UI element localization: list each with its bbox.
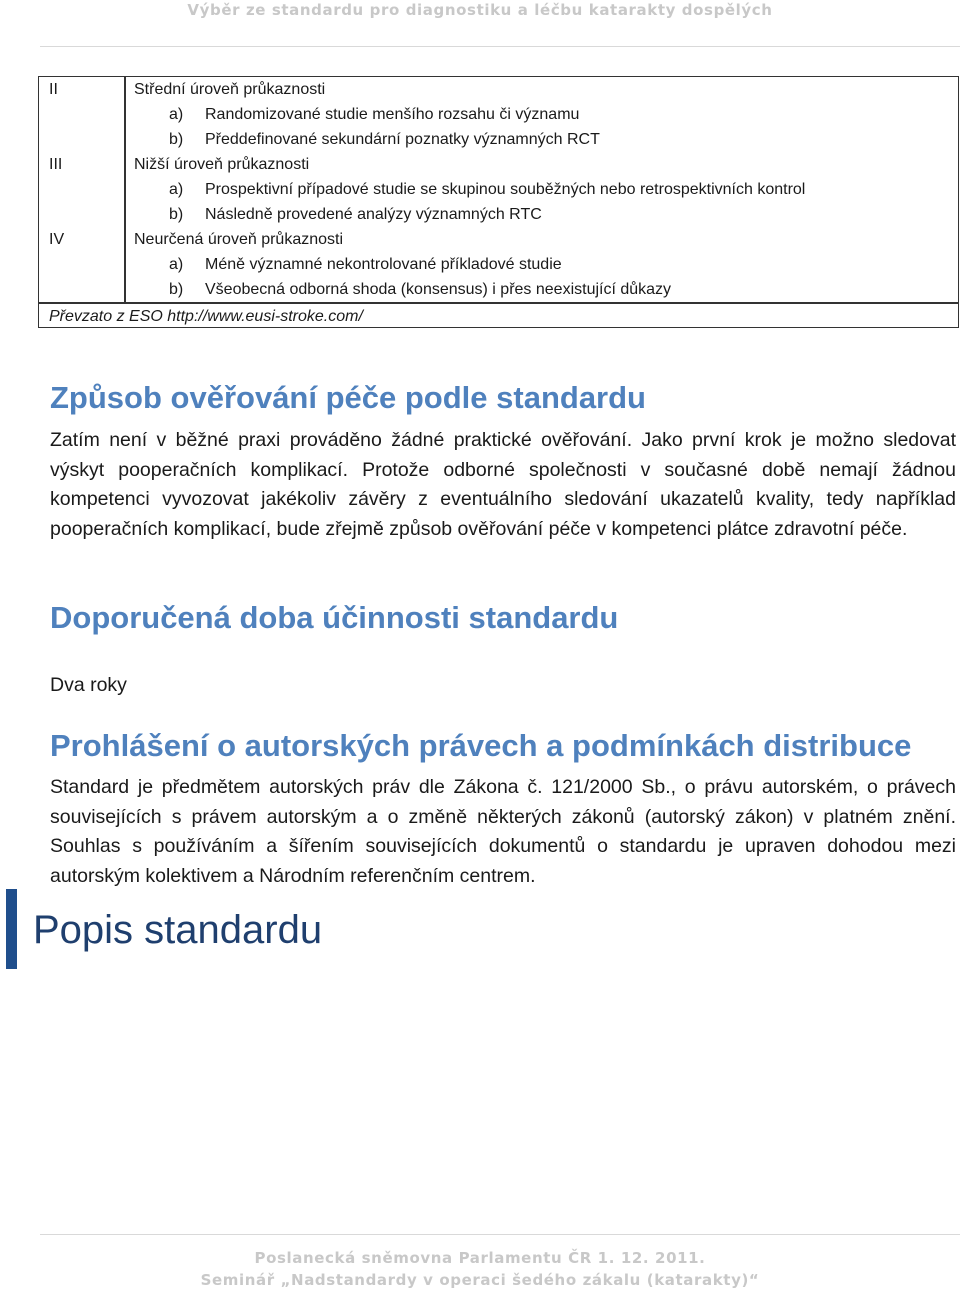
table-list-item bbox=[169, 130, 600, 150]
list-item-text: Všeobecná odborná shoda (konsensus) i přes neexistující důkazy bbox=[205, 281, 672, 298]
table-row-heading: Neurčená úroveň průkaznosti bbox=[134, 231, 344, 248]
list-item-letter: b) bbox=[169, 131, 184, 148]
table-source-note: Převzato z ESO http://www.eusi-stroke.com/ bbox=[49, 308, 363, 325]
table-list-item bbox=[169, 280, 671, 300]
chapter-accent-bar bbox=[6, 889, 17, 969]
list-item-text: Randomizované studie menšího rozsahu či významu bbox=[205, 106, 580, 123]
table-level-label: IV bbox=[49, 231, 65, 248]
list-item-text: Méně významné nekontrolované příkladové studie bbox=[205, 256, 562, 273]
chapter-title: Popis standardu bbox=[33, 908, 323, 952]
table-row-divider bbox=[39, 302, 958, 304]
table-column-divider bbox=[124, 77, 126, 302]
footer-line-1: Poslanecká sněmovna Parlamentu ČR 1. 12. 2011. bbox=[254, 1249, 706, 1267]
list-item-text: Následně provedené analýzy významných RTC bbox=[205, 206, 542, 223]
table-list-item bbox=[169, 180, 805, 200]
heading-copyright: Prohlášení o autorských právech a podmínkách distribuce bbox=[50, 728, 912, 763]
paragraph-copyright: Standard je předmětem autorských práv dle Zákona č. 121/2000 Sb., o právu autorském, o právech souvisejících s právem autorským a o změně některých zákonů (autorský zákon) v platném znění. Souhlas s používáním a šířením souvisejících dokumentů o standardu je upraven dohodou mezi autorským kolektivem a Národním referenčním centrem. bbox=[50, 776, 956, 887]
heading-validity: Doporučená doba účinnosti standardu bbox=[50, 600, 619, 635]
table-row-heading: Nižší úroveň průkaznosti bbox=[134, 156, 310, 173]
footer-divider bbox=[40, 1234, 960, 1235]
header-divider bbox=[40, 46, 960, 47]
list-item-text: Předdefinované sekundární poznatky významných RCT bbox=[205, 131, 600, 148]
footer-line-2: Seminář „Nadstandardy v operaci šedého zákalu (katarakty)“ bbox=[200, 1271, 760, 1289]
list-item-text: Prospektivní případové studie se skupinou souběžných nebo retrospektivních kontrol bbox=[205, 181, 806, 198]
list-item-letter: a) bbox=[169, 106, 184, 123]
paragraph-validity: Dva roky bbox=[50, 674, 127, 696]
running-header: Výběr ze standardu pro diagnostiku a léčbu katarakty dospělých bbox=[187, 1, 773, 19]
table-list-item bbox=[169, 255, 562, 275]
table-level-label: II bbox=[49, 81, 58, 98]
list-item-letter: a) bbox=[169, 256, 184, 273]
table-list-item bbox=[169, 205, 542, 225]
table-list-item bbox=[169, 105, 579, 125]
table-row-heading: Střední úroveň průkaznosti bbox=[134, 81, 326, 98]
heading-verification: Způsob ověřování péče podle standardu bbox=[50, 380, 646, 415]
list-item-letter: a) bbox=[169, 181, 184, 198]
paragraph-verification: Zatím není v běžné praxi prováděno žádné praktické ověřování. Jako první krok je možno sledovat výskyt pooperačních komplikací. Protože odborné společnosti v současné době nemají žádnou kompetenci vyvozovat jakékoliv závěry z eventuálního sledování ukazatelů kvality, tedy například pooperačních komplikací, bude zřejmě způsob ověřování péče v kompetenci plátce zdravotní péče. bbox=[50, 429, 956, 540]
list-item-letter: b) bbox=[169, 281, 184, 298]
table-level-label: III bbox=[49, 156, 63, 173]
list-item-letter: b) bbox=[169, 206, 184, 223]
evidence-level-table bbox=[38, 76, 959, 328]
